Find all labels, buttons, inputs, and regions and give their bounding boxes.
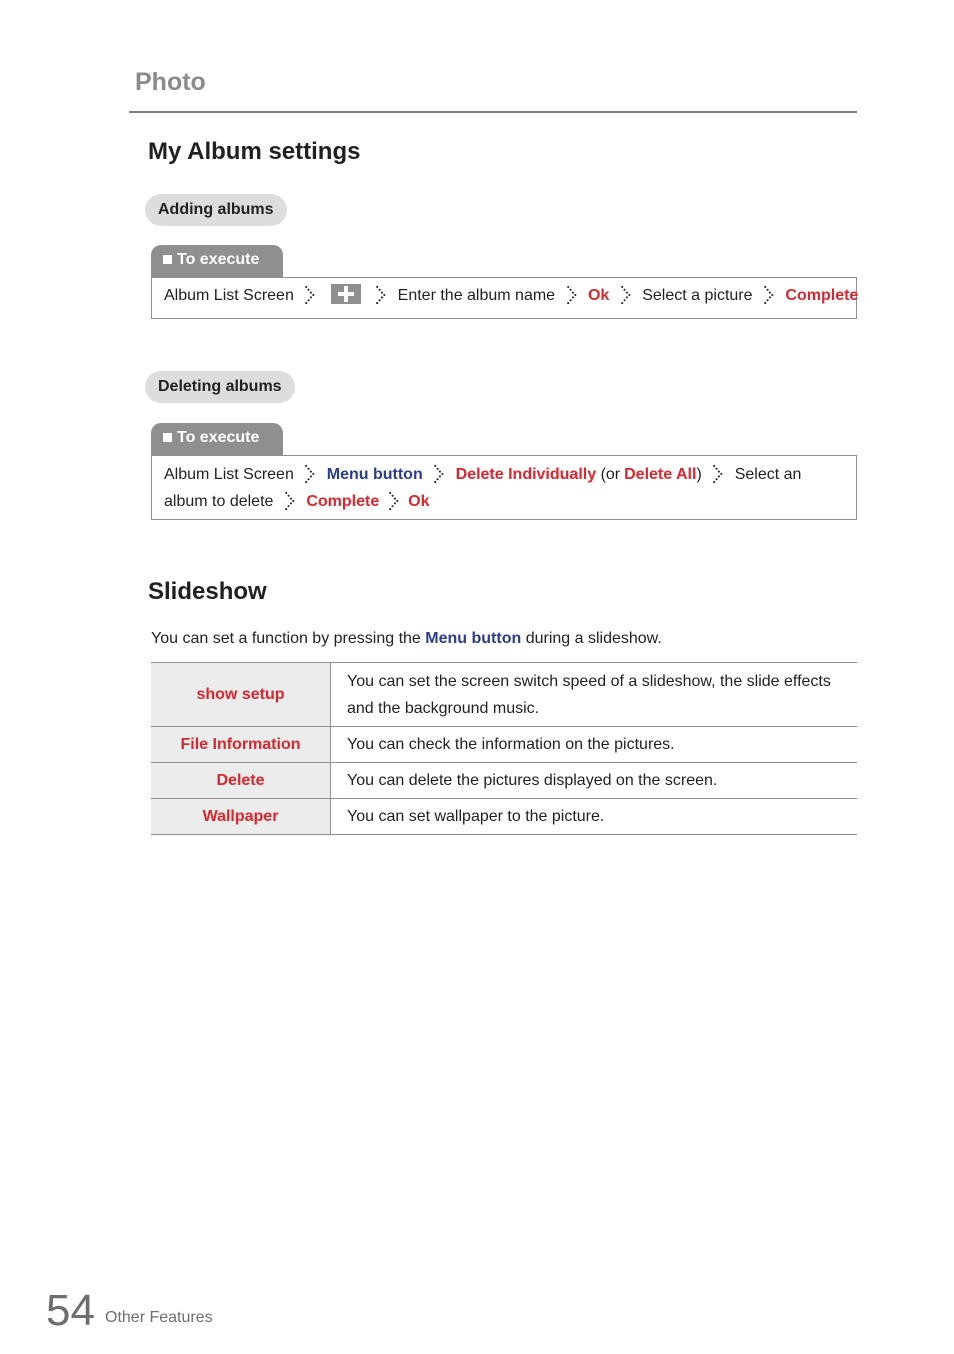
deleting-step-delete-all: Delete All bbox=[624, 466, 697, 483]
slideshow-heading: Slideshow bbox=[148, 578, 267, 605]
menu-value-file-information: You can check the information on the pictures. bbox=[331, 727, 858, 763]
dotted-arrow-icon bbox=[620, 285, 632, 305]
adding-execute-tab bbox=[151, 245, 283, 278]
deleting-or-close: ) bbox=[696, 466, 702, 483]
deleting-step-select-line2: album to delete bbox=[164, 493, 274, 510]
deleting-step-select-line1: Select an bbox=[734, 466, 802, 483]
deleting-execute-tab-label: To execute bbox=[177, 429, 260, 446]
deleting-step-album-list: Album List Screen bbox=[164, 466, 294, 483]
adding-step-album-list: Album List Screen bbox=[164, 287, 294, 304]
square-bullet-icon bbox=[163, 255, 172, 264]
dotted-arrow-icon bbox=[712, 464, 724, 484]
menu-value-show-setup bbox=[331, 663, 858, 727]
intro-menu-button: Menu button bbox=[425, 630, 522, 647]
chapter-label: Other Features bbox=[105, 1309, 213, 1326]
deleting-step-complete: Complete bbox=[306, 493, 380, 510]
menu-key-file-information: File Information bbox=[151, 727, 331, 763]
table-row bbox=[151, 799, 857, 835]
menu-value-line: You can set the screen switch speed of a slideshow, the slide effects bbox=[347, 672, 831, 690]
adding-step-ok: Ok bbox=[587, 287, 610, 304]
deleting-execute-tab bbox=[151, 423, 283, 456]
menu-key-show-setup: show setup bbox=[151, 663, 331, 727]
adding-execute-tab-label: To execute bbox=[177, 251, 260, 268]
dotted-arrow-icon bbox=[433, 464, 445, 484]
deleting-step-ok: Ok bbox=[408, 493, 430, 510]
slideshow-intro bbox=[151, 630, 662, 648]
deleting-step-menu-button: Menu button bbox=[326, 466, 423, 483]
square-bullet-icon bbox=[163, 433, 172, 442]
deleting-steps-box bbox=[151, 455, 857, 520]
intro-text-post: during a slideshow. bbox=[525, 630, 662, 647]
deleting-or-open: (or bbox=[600, 466, 621, 483]
dotted-arrow-icon bbox=[566, 285, 578, 305]
menu-value-delete: You can delete the pictures displayed on the screen. bbox=[331, 763, 858, 799]
table-row bbox=[151, 663, 857, 727]
menu-value-line: and the background music. bbox=[347, 699, 540, 717]
page-number: 54 bbox=[46, 1286, 95, 1335]
section-divider bbox=[129, 111, 857, 113]
adding-step-complete: Complete bbox=[785, 287, 859, 304]
menu-key-wallpaper: Wallpaper bbox=[151, 799, 331, 835]
album-settings-heading: My Album settings bbox=[148, 138, 361, 165]
dotted-arrow-icon bbox=[763, 285, 775, 305]
deleting-step-delete-individually: Delete Individually bbox=[455, 466, 597, 483]
dotted-arrow-icon bbox=[304, 285, 316, 305]
dotted-arrow-icon bbox=[375, 285, 387, 305]
adding-step-enter-name: Enter the album name bbox=[397, 287, 556, 304]
adding-albums-pill: Adding albums bbox=[145, 194, 287, 226]
slideshow-menu-table bbox=[151, 662, 857, 835]
menu-value-wallpaper: You can set wallpaper to the picture. bbox=[331, 799, 858, 835]
dotted-arrow-icon bbox=[304, 464, 316, 484]
adding-step-select-picture: Select a picture bbox=[642, 287, 753, 304]
deleting-albums-pill: Deleting albums bbox=[145, 371, 295, 403]
menu-key-delete: Delete bbox=[151, 763, 331, 799]
intro-text-pre: You can set a function by pressing the bbox=[151, 630, 421, 647]
dotted-arrow-icon bbox=[284, 491, 296, 511]
dotted-arrow-icon bbox=[388, 491, 400, 511]
table-row bbox=[151, 727, 857, 763]
section-title: Photo bbox=[135, 68, 206, 96]
adding-steps-box bbox=[151, 277, 857, 319]
plus-button-icon bbox=[331, 284, 361, 304]
table-row bbox=[151, 763, 857, 799]
